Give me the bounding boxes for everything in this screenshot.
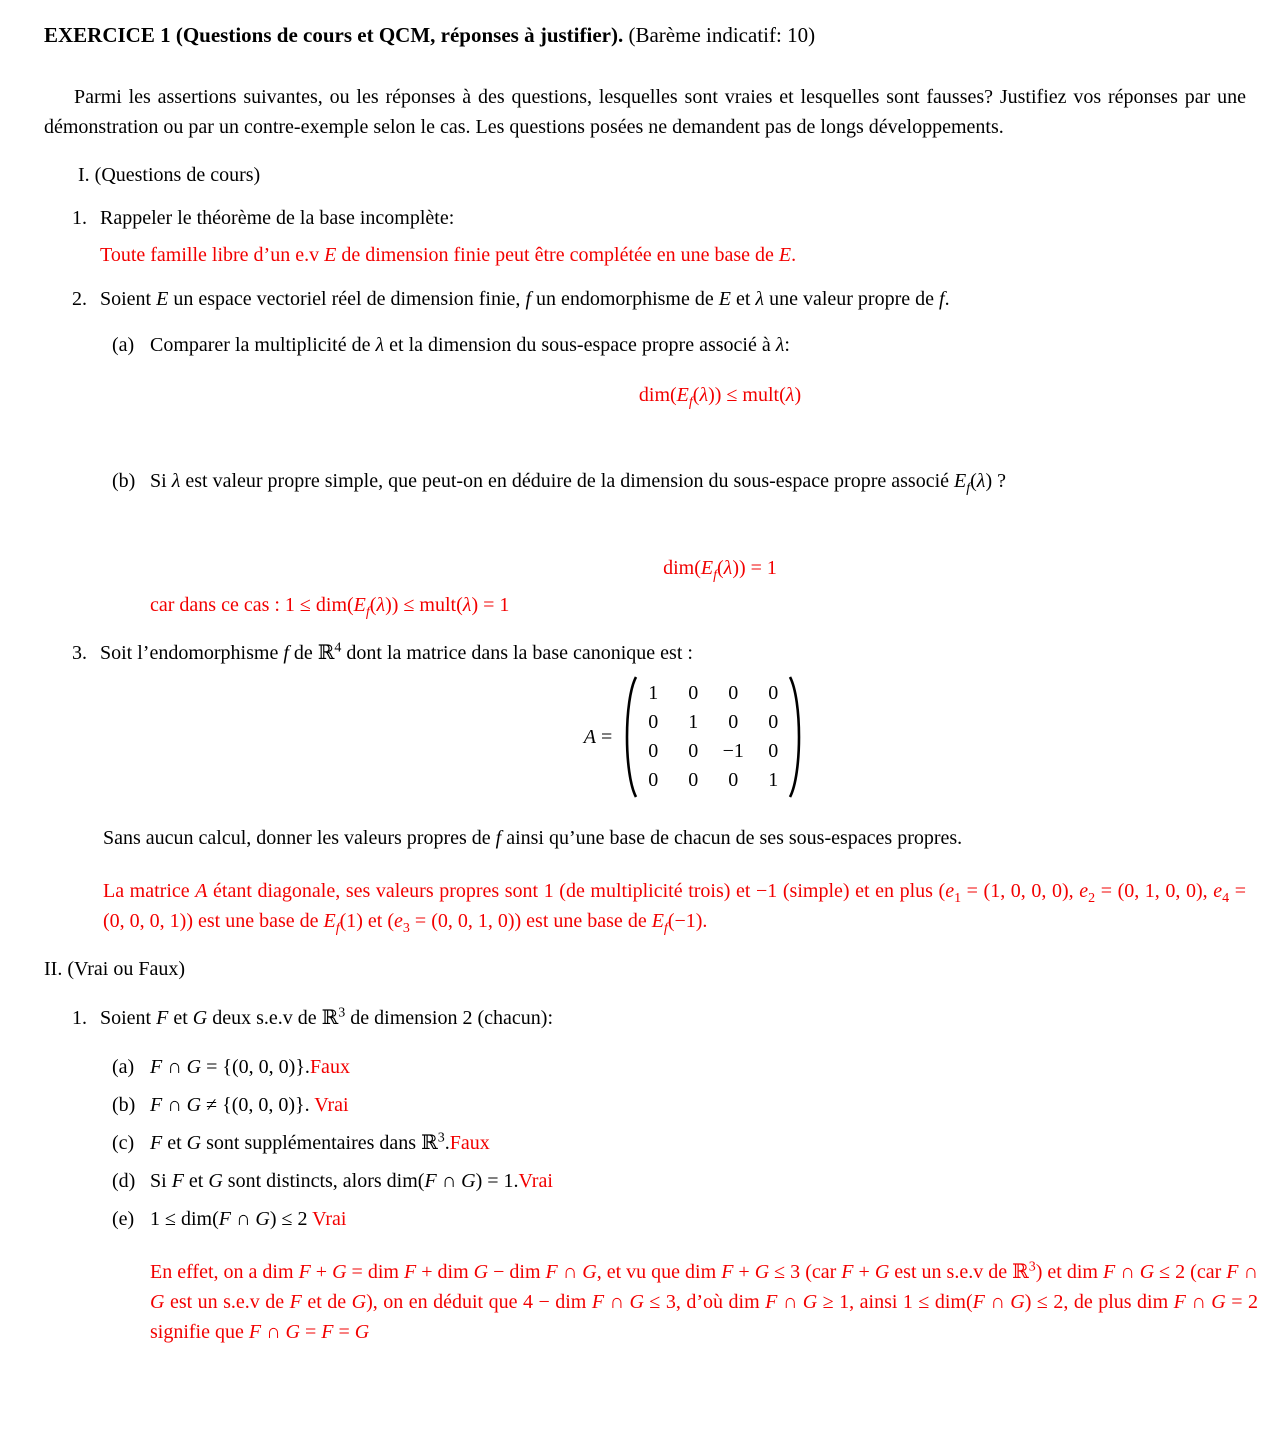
verdict-badge: Vrai <box>314 1094 349 1116</box>
question-2b-label: (b) <box>112 470 136 492</box>
matrix-cell: −1 <box>722 740 744 762</box>
matrix-cell: 0 <box>648 740 659 762</box>
question-II-1 <box>72 1003 1246 1033</box>
item-d-label: (d) <box>112 1170 136 1192</box>
item-a-statement <box>150 1052 350 1082</box>
true-false-item <box>112 1052 1246 1082</box>
matrix-cell: 1 <box>648 682 659 704</box>
statement-text: F ∩ G = {(0, 0, 0)}. <box>150 1056 310 1078</box>
matrix-cell: 0 <box>728 711 739 733</box>
question-2a <box>112 330 1246 360</box>
matrix-cell: 1 <box>768 769 779 791</box>
matrix-equation <box>144 674 1246 800</box>
intro-paragraph: Parmi les assertions suivantes, ou les réponses à des questions, lesquelles sont vraies et lesquelles sont fausses? Justifiez vos réponses par une démonstration ou par un contre-exemple selon le cas. Les questions posées ne demandent pas de longs développements. <box>44 86 1246 138</box>
exercise-title <box>44 20 1246 50</box>
matrix-left-paren <box>620 674 638 800</box>
statement-text: F ∩ G ≠ {(0, 0, 0)}. <box>150 1094 315 1116</box>
question-3-followup: Sans aucun calcul, donner les valeurs propres de f ainsi qu’une base de chacun de ses sous-espaces propres. <box>103 827 963 849</box>
item-d-statement <box>150 1166 553 1196</box>
question-3-text: Soit l’endomorphisme f de ℝ$^4$ dont la matrice dans la base canonique est : <box>100 640 693 664</box>
verdict-badge: Faux <box>449 1132 490 1154</box>
question-2a-text: Comparer la multiplicité de λ et la dimension du sous-espace propre associé à λ: <box>150 334 790 356</box>
matrix-cell: 0 <box>768 740 779 762</box>
question-II-1-number: 1. <box>72 1007 87 1029</box>
matrix-cell: 0 <box>728 769 739 791</box>
item-a-label: (a) <box>112 1056 135 1078</box>
section-2-heading: II. (Vrai ou Faux) <box>44 958 185 980</box>
item-c-label: (c) <box>112 1132 135 1154</box>
matrix-cell: 0 <box>648 769 659 791</box>
matrix-cell: 1 <box>688 711 699 733</box>
matrix-cell: 0 <box>688 682 699 704</box>
matrix-right-paren <box>788 674 806 800</box>
item-c-statement <box>150 1128 490 1158</box>
question-2a-label: (a) <box>112 334 135 356</box>
answer-question-3: La matrice A étant diagonale, ses valeurs propres sont 1 (de multiplicité trois) et −1 (simple) et en plus ($e_1 = (1$, 0, 0, 0), $e_2 = (0$, 1, 0, 0), $e_4 = (0$, 0, 0, 1)) est une base de $E_f(1)$ et ($e_3 = (0$, 0, 1, 0)) est une base de $E_f(-1)$. <box>103 880 1246 936</box>
true-false-item <box>112 1090 1246 1120</box>
matrix-cell: 0 <box>768 682 779 704</box>
question-1-number: 1. <box>72 207 87 229</box>
item-e-label: (e) <box>112 1208 135 1230</box>
justification-paragraph: En effet, on a dim F + G = dim F + dim G − dim F ∩ G, et vu que dim F + G ≤ 3 (car F + G est un s.e.v de ℝ$^3$) et dim F ∩ G ≤ 2 (car F ∩ G est un s.e.v de F et de G), on en déduit que 4 − dim F ∩ G ≤ 3, d’où dim F ∩ G ≥ 1, ainsi 1 ≤ dim(F ∩ G) ≤ 2, de plus dim F ∩ G = 2 signifie que F ∩ G = F = G <box>150 1259 1259 1343</box>
matrix-cell: 0 <box>728 682 739 704</box>
matrix-cell: 0 <box>648 711 659 733</box>
matrix-grid <box>638 679 788 795</box>
matrix-lhs: A = <box>583 726 613 748</box>
question-II-1-text: Soient F et G deux s.e.v de ℝ$^3$ de dimension 2 (chacun): <box>100 1005 553 1029</box>
section-1-heading: I. (Questions de cours) <box>78 164 261 186</box>
true-false-item <box>112 1204 1246 1234</box>
question-1 <box>72 203 1246 233</box>
question-1-text: Rappeler le théorème de la base incomplète: <box>100 207 455 229</box>
answer-question-1: Toute famille libre d’un e.v E de dimension finie peut être complétée en une base de E. <box>100 244 797 266</box>
statement-text: F et G sont supplémentaires dans ℝ$^3$. <box>150 1130 450 1154</box>
question-2-number: 2. <box>72 288 87 310</box>
matrix-cell: 0 <box>688 769 699 791</box>
question-3-number: 3. <box>72 642 87 664</box>
exercise-title-note: (Barème indicatif: 10) <box>623 23 816 47</box>
question-2-text: Soient E un espace vectoriel réel de dimension finie, f un endomorphisme de E et λ une valeur propre de f. <box>100 288 950 310</box>
question-2 <box>72 284 1246 314</box>
verdict-badge: Vrai <box>312 1208 347 1230</box>
item-b-statement <box>150 1090 349 1120</box>
true-false-item <box>112 1166 1246 1196</box>
question-2b-text: Si λ est valeur propre simple, que peut-on en déduire de la dimension du sous-espace propre associé $E_f(\lambda)$ ? <box>150 470 1007 496</box>
item-b-label: (b) <box>112 1094 136 1116</box>
formula-2a: $dim(E_f(\lambda))$ ≤ mult(λ) <box>638 384 802 410</box>
question-2b <box>112 466 1246 496</box>
exercise-title-main: EXERCICE 1 (Questions de cours et QCM, réponses à justifier). <box>44 23 624 47</box>
true-false-item <box>112 1128 1246 1158</box>
statement-text: Si F et G sont distincts, alors dim(F ∩ G) = 1. <box>150 1170 519 1192</box>
note-2b: car dans ce cas : $1 \le dim(E_f(\lambda))$ ≤ mult(λ) = 1 <box>150 594 510 620</box>
formula-2b: $dim(E_f(\lambda)) = 1$ <box>663 557 777 583</box>
statement-text: 1 ≤ dim(F ∩ G) ≤ 2 <box>150 1208 313 1230</box>
matrix-cell: 0 <box>688 740 699 762</box>
question-3 <box>72 638 1246 668</box>
matrix <box>620 674 806 800</box>
verdict-badge: Faux <box>309 1056 350 1078</box>
matrix-cell: 0 <box>768 711 779 733</box>
verdict-badge: Vrai <box>518 1170 553 1192</box>
item-e-statement <box>150 1204 347 1234</box>
